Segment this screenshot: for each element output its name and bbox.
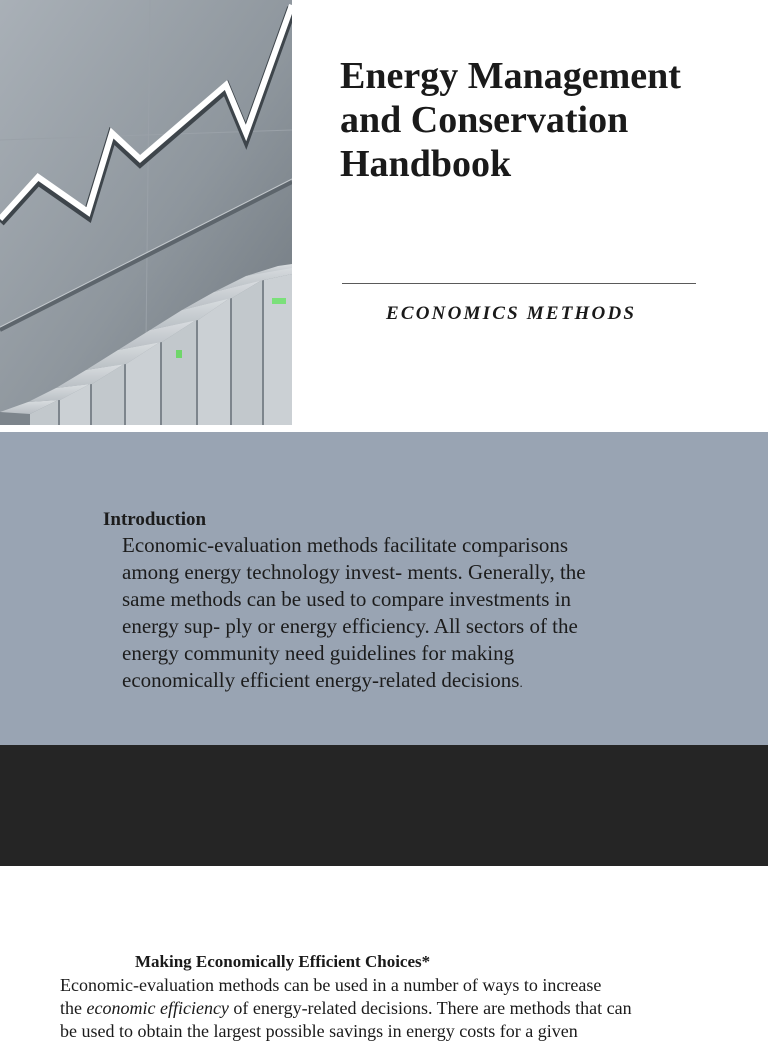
section-line: Economic-evaluation methods can be used in a number of ways to increase: [60, 975, 602, 995]
section-line-pre: the: [60, 998, 87, 1018]
title-line-3: Handbook: [340, 143, 512, 185]
intro-line: among energy technology invest- ments. Generally, the: [122, 560, 586, 584]
intro-line: energy community need guidelines for making: [122, 641, 515, 665]
title-divider: [342, 283, 696, 284]
intro-line: same methods can be used to compare investments in: [122, 587, 572, 611]
cover-header: [0, 0, 768, 432]
intro-period: .: [519, 675, 523, 690]
section-heading: Making Economically Efficient Choices*: [135, 952, 431, 971]
intro-line: Economic-evaluation methods facilitate comparisons: [122, 533, 569, 557]
document-subtitle: ECONOMICS METHODS: [386, 303, 637, 324]
document-title: [340, 54, 740, 186]
intro-line-last: [122, 667, 682, 696]
stairs-graph-illustration: [0, 0, 292, 425]
title-line-1: Energy Management: [340, 55, 681, 97]
intro-line-text: economically efficient energy-related decisions: [122, 668, 520, 692]
section-paragraph: [60, 974, 720, 1043]
economic-efficiency-term: economic efficiency: [86, 998, 229, 1018]
introduction-section: [0, 432, 768, 745]
introduction-paragraph: [122, 532, 682, 696]
cover-photo-rising-stairs: [0, 0, 292, 425]
dark-divider-band: [0, 745, 768, 866]
intro-line: energy sup- ply or energy efficiency. All sectors of the: [122, 614, 578, 638]
section-line: [60, 997, 720, 1020]
introduction-heading: Introduction: [103, 509, 207, 530]
title-line-2: and Conservation: [340, 99, 629, 141]
section-line: be used to obtain the largest possible savings in energy costs for a given: [60, 1021, 578, 1041]
section-line-post: of energy-related decisions. There are methods that can: [228, 998, 632, 1018]
